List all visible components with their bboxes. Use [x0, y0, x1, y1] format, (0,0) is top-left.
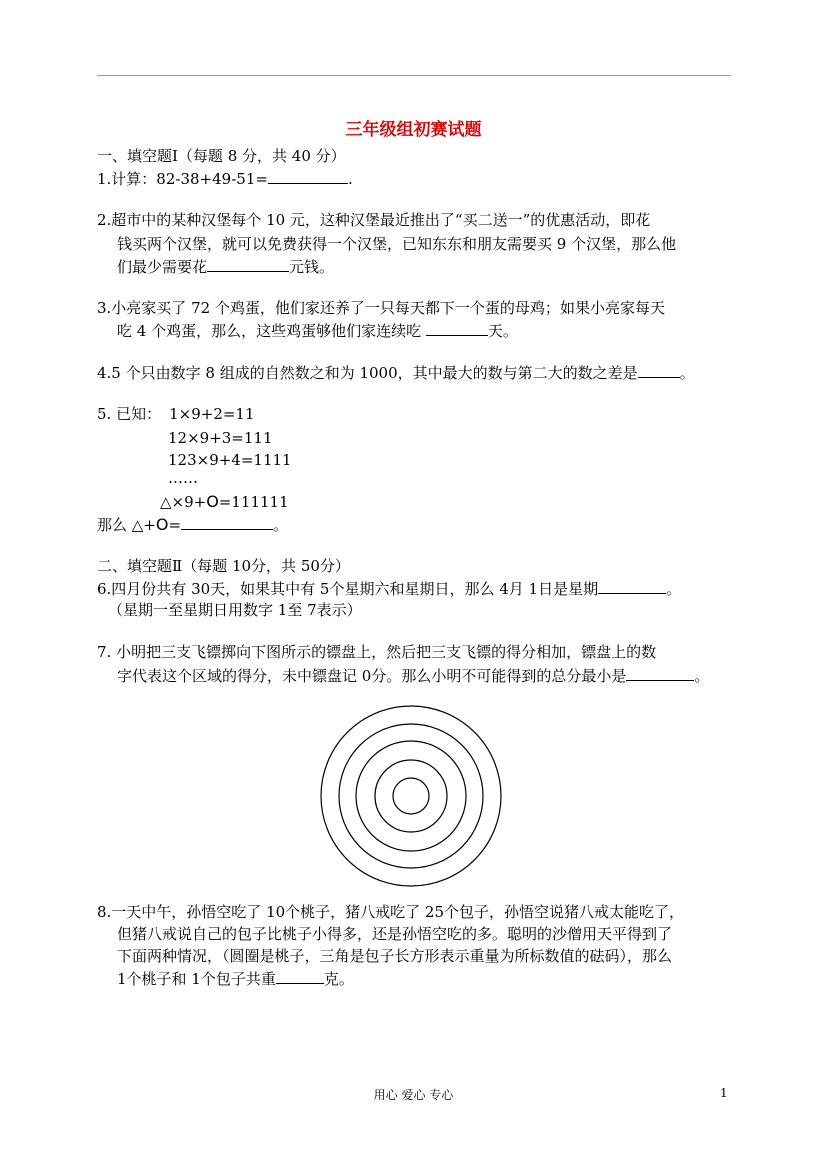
question-4-punct: 。 — [679, 364, 695, 382]
question-2-line-2: 钱买两个汉堡，就可以免费获得一个汉堡，已知东东和朋友需要买 9 个汉堡，那么他 — [117, 235, 677, 253]
question-7-punct: 。 — [694, 667, 710, 685]
equation-4 — [160, 492, 289, 512]
equals-sign: = — [168, 516, 182, 534]
question-7-line-2 — [117, 665, 709, 686]
question-8-line-2: 但猪八戒说自己的包子比桃子小得多，还是孙悟空吃的多。聪明的沙僧用天平得到了 — [117, 925, 673, 943]
equation-4-left: △×9+ — [160, 493, 207, 511]
question-3-unit: 天。 — [487, 322, 518, 340]
question-8-line-4 — [117, 968, 354, 989]
question-2-line-3 — [117, 256, 334, 277]
answer-blank[interactable] — [276, 968, 324, 984]
ask-text: 那么 △+ — [97, 516, 156, 534]
question-4-text: 4.5 个只由数字 8 组成的自然数之和为 1000，其中最大的数与第二大的数之差是 — [97, 364, 638, 382]
question-8-unit: 克。 — [323, 970, 354, 988]
question-5-label: 5. 已知： — [97, 405, 162, 423]
circle-symbol: O — [206, 492, 219, 511]
equation-3: 123×9+4=1111 — [168, 451, 292, 469]
question-7-line-1: 7. 小明把三支飞镖掷向下图所示的镖盘上，然后把三支飞镖的得分相加，镖盘上的数 — [97, 643, 657, 661]
question-2-line-1: 2.超市中的某种汉堡每个 10 元，这种汉堡最近推出了“买二送一”的优惠活动，即花 — [97, 211, 651, 229]
page-title: 三年级组初赛试题 — [345, 120, 482, 140]
question-8-line-1: 8.一天中午，孙悟空吃了 10个桃子，猪八戒吃了 25个包子，孙悟空说猪八戒太能吃了， — [97, 903, 685, 921]
page-footer: 用心 爱心 专心 — [373, 1088, 454, 1102]
page-number: 1 — [720, 1086, 728, 1100]
equation-1: 1×9+2=11 — [169, 405, 255, 423]
question-5 — [97, 404, 255, 424]
answer-blank[interactable] — [426, 320, 488, 336]
dartboard-figure — [320, 705, 502, 887]
ask-punct: 。 — [273, 516, 289, 534]
dartboard-ring-4 — [339, 724, 483, 868]
question-6-punct: 。 — [666, 580, 682, 598]
circle-symbol: O — [155, 515, 169, 534]
question-6-line-2: （星期一至星期日用数字 1至 7表示） — [108, 601, 362, 619]
question-3-line-1: 3.小亮家买了 72 个鸡蛋，他们家还养了一只每天都下一个蛋的母鸡；如果小亮家每天 — [97, 299, 665, 317]
answer-blank[interactable] — [598, 578, 666, 594]
dartboard-ring-3 — [356, 741, 466, 851]
question-6-text: 6.四月份共有 30天，如果其中有 5个星期六和星期日，那么 4月 1日是星期 — [97, 580, 599, 598]
header-rule — [97, 75, 731, 76]
answer-blank[interactable] — [181, 514, 273, 530]
question-1 — [97, 168, 353, 189]
answer-blank[interactable] — [626, 665, 694, 681]
answer-blank[interactable] — [207, 256, 289, 272]
equation-4-right: =111111 — [218, 493, 289, 511]
dartboard-ring-1 — [393, 778, 429, 814]
question-2-unit: 元钱。 — [289, 258, 335, 276]
ellipsis: …… — [168, 469, 198, 487]
question-8-line-3: 下面两种情况，（圆圈是桃子，三角是包子长方形表示重量为所标数值的砝码），那么 — [117, 947, 673, 965]
question-1-text: 1.计算：82-38+49-51= — [97, 170, 268, 188]
answer-blank[interactable] — [268, 168, 348, 184]
question-6-line-1 — [97, 578, 681, 599]
question-7-text: 字代表这个区域的得分，未中镖盘记 0分。那么小明不可能得到的总分最小是 — [117, 667, 627, 685]
question-4 — [97, 362, 695, 383]
dartboard-ring-5 — [321, 706, 501, 886]
answer-blank[interactable] — [638, 362, 680, 378]
section-2-heading: 二、填空题Ⅱ（每题 10分，共 50分） — [97, 557, 350, 575]
dartboard-ring-2 — [375, 760, 447, 832]
question-3-text: 吃 4 个鸡蛋，那么，这些鸡蛋够他们家连续吃 — [117, 322, 426, 340]
section-1-heading: 一、填空题Ⅰ（每题 8 分，共 40 分） — [97, 147, 346, 165]
question-3-line-2 — [117, 320, 518, 341]
question-5-ask — [97, 514, 288, 535]
equation-2: 12×9+3=111 — [168, 429, 273, 447]
question-2-text: 们最少需要花 — [117, 258, 208, 276]
question-8-text: 1个桃子和 1个包子共重 — [117, 970, 276, 988]
question-1-punct: . — [347, 170, 353, 188]
